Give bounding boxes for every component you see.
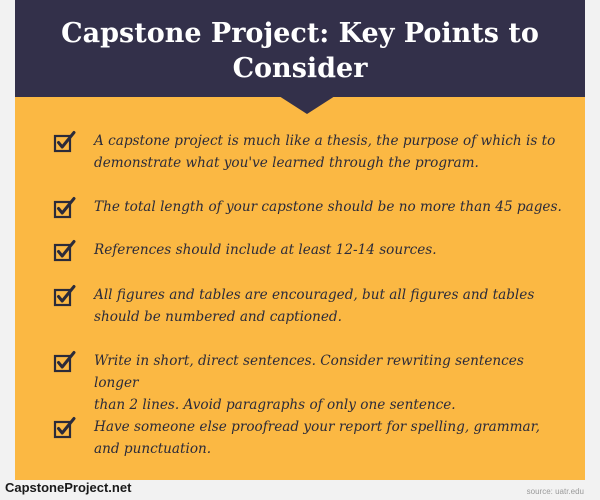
key-point-text: Have someone else proofread your report for spelling, grammar, and punctuation. — [94, 419, 540, 457]
key-points-list — [15, 0, 585, 480]
key-point-text: The total length of your capstone should be no more than 45 pages. — [94, 199, 562, 215]
infographic-card — [15, 0, 585, 480]
checkbox-checked-icon — [53, 196, 77, 220]
checkbox-checked-icon — [53, 239, 77, 263]
checkbox-checked-icon — [53, 130, 77, 154]
title-line-2: Consider — [232, 53, 368, 84]
checkbox-checked-icon — [53, 350, 77, 374]
key-point-text: Write in short, direct sentences. Consider rewriting sentences longer than 2 lines. Avoid paragraphs of only one sentence. — [94, 353, 524, 413]
key-point-text: References should include at least 12-14 sources. — [94, 242, 437, 258]
key-point-text: A capstone project is much like a thesis, the purpose of which is to demonstrate what you've learned through the program. — [94, 133, 556, 171]
checkbox-checked-icon — [53, 416, 77, 440]
site-brand-label: CapstoneProject.net — [5, 480, 132, 495]
checkbox-checked-icon — [53, 284, 77, 308]
key-point-text: All figures and tables are encouraged, but all figures and tables should be numbered and captioned. — [94, 287, 535, 325]
title-line-1: Capstone Project: Key Points to — [61, 18, 539, 49]
source-credit: source: uatr.edu — [526, 487, 584, 496]
